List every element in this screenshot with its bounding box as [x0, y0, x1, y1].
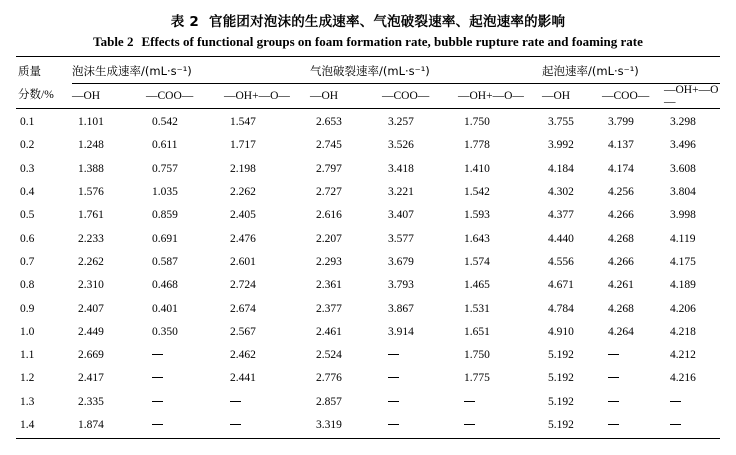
table-cell-value: 5.192 [548, 395, 574, 408]
table-cell-empty [146, 413, 224, 436]
table-cell-value: 1.248 [78, 139, 104, 152]
dash-icon [152, 377, 163, 378]
stub-header-line2: 分数/% [18, 88, 54, 101]
table-cell-value: 2.601 [230, 255, 256, 268]
table-cell-value: 5.192 [548, 372, 574, 385]
table-cell-value: 3.407 [388, 209, 414, 222]
table-row [16, 134, 720, 157]
table-cell-value: 2.233 [78, 232, 104, 245]
dash-icon [152, 424, 163, 425]
table-cell-value: 2.745 [316, 139, 342, 152]
table-row [16, 390, 720, 413]
table-row [16, 227, 720, 250]
table-cell-value: 3.804 [670, 186, 696, 199]
table-cell-empty [458, 413, 542, 436]
dash-icon [388, 401, 399, 402]
table-cell-value: 5.192 [548, 419, 574, 431]
table-cell-value: 3.998 [670, 209, 696, 222]
group-label-foaming-rate: 起泡速率 [542, 63, 588, 78]
table-cell-empty [458, 390, 542, 413]
table-cell-value: 1.035 [152, 186, 178, 199]
row-mass-fraction: 0.9 [20, 302, 35, 315]
table-cell-value: 4.264 [608, 325, 634, 338]
table-cell-value: 2.797 [316, 162, 342, 175]
data-table [16, 56, 720, 439]
table-cell-empty [382, 367, 458, 390]
table-cell-value: 3.257 [388, 116, 414, 129]
table-title-chinese [16, 10, 720, 30]
table-cell-empty [382, 390, 458, 413]
table-number-chinese: 表 2 [170, 14, 199, 30]
table-cell-value: 4.377 [548, 209, 574, 222]
table-cell-value: 4.302 [548, 186, 574, 199]
table-cell-empty [602, 413, 664, 436]
group-unit-foam-formation: /(mL·s⁻¹) [141, 63, 192, 78]
group-header-foam-formation [72, 59, 310, 83]
table-cell-value: 2.207 [316, 232, 342, 245]
table-caption-chinese: 官能团对泡沫的生成速率、气泡破裂速率、起泡速率的影响 [209, 14, 566, 30]
dash-icon [608, 354, 619, 355]
row-mass-fraction: 1.0 [20, 325, 35, 338]
table-cell-value: 2.293 [316, 255, 342, 268]
table-cell-value: 3.793 [388, 279, 414, 292]
table-cell-value: 2.461 [316, 325, 342, 338]
table-cell-value: 2.524 [316, 349, 342, 362]
table-caption-english: Effects of functional groups on foam formation rate, bubble rupture rate and foaming rate [141, 34, 643, 49]
table-cell-value: 1.388 [78, 162, 104, 175]
table-cell-empty [602, 343, 664, 366]
table-cell-empty [602, 390, 664, 413]
table-cell-value: 3.496 [670, 139, 696, 152]
row-mass-fraction: 0.6 [20, 232, 35, 245]
table-cell-value: 0.542 [152, 116, 178, 129]
table-cell-empty [146, 343, 224, 366]
subheader-col-3: —OH+—O— [224, 89, 290, 102]
dash-icon [670, 424, 681, 425]
subheader-col-7: —OH [542, 89, 571, 102]
table-row [16, 204, 720, 227]
table-cell-value: 0.691 [152, 232, 178, 245]
table-cell-value: 2.310 [78, 279, 104, 292]
table-cell-value: 3.867 [388, 302, 414, 315]
table-cell-value: 1.651 [464, 325, 490, 338]
table-cell-value: 4.556 [548, 255, 574, 268]
table-cell-value: 2.417 [78, 372, 104, 385]
table-cell-value: 2.441 [230, 372, 256, 385]
group-label-foam-formation: 泡沫生成速率 [72, 63, 141, 78]
table-cell-value: 2.616 [316, 209, 342, 222]
table-cell-value: 1.531 [464, 302, 490, 315]
row-mass-fraction: 0.7 [20, 255, 35, 268]
table-cell-value: 1.593 [464, 209, 490, 222]
table-cell-empty [146, 367, 224, 390]
table-cell-value: 4.910 [548, 325, 574, 338]
dash-icon [388, 354, 399, 355]
table-cell-value: 4.266 [608, 209, 634, 222]
table-title-english [16, 34, 720, 50]
table-cell-value: 3.577 [388, 232, 414, 245]
table-cell-value: 2.724 [230, 279, 256, 292]
table-cell-value: 1.576 [78, 186, 104, 199]
table-row [16, 111, 720, 134]
group-header-bubble-rupture [310, 59, 542, 83]
table-cell-value: 3.608 [670, 162, 696, 175]
table-cell-value: 3.298 [670, 116, 696, 129]
row-mass-fraction: 0.4 [20, 186, 35, 199]
table-cell-value: 1.101 [78, 116, 104, 129]
table-cell-value: 1.717 [230, 139, 256, 152]
dash-icon [388, 377, 399, 378]
table-cell-value: 2.262 [230, 186, 256, 199]
table-cell-value: 0.468 [152, 279, 178, 292]
row-mass-fraction: 0.2 [20, 139, 35, 152]
table-row [16, 250, 720, 273]
row-mass-fraction: 1.4 [20, 419, 35, 431]
table-row [16, 367, 720, 390]
table-cell-value: 3.319 [316, 419, 342, 431]
table-cell-empty [224, 413, 310, 436]
table-cell-value: 2.476 [230, 232, 256, 245]
table-cell-value: 4.218 [670, 325, 696, 338]
table-cell-value: 3.679 [388, 255, 414, 268]
table-cell-empty [602, 367, 664, 390]
table-row [16, 297, 720, 320]
table-cell-value: 0.859 [152, 209, 178, 222]
table-cell-value: 3.992 [548, 139, 574, 152]
table-cell-value: 0.611 [152, 139, 178, 152]
table-cell-value: 4.137 [608, 139, 634, 152]
table-cell-value: 2.669 [78, 349, 104, 362]
table-cell-value: 0.350 [152, 325, 178, 338]
table-cell-value: 4.175 [670, 255, 696, 268]
table-cell-value: 2.198 [230, 162, 256, 175]
dash-icon [152, 354, 163, 355]
table-cell-value: 4.174 [608, 162, 634, 175]
table-cell-value: 4.256 [608, 186, 634, 199]
table-cell-value: 4.216 [670, 372, 696, 385]
table-cell-value: 1.750 [464, 116, 490, 129]
table-cell-value: 4.784 [548, 302, 574, 315]
header-row-groups [16, 59, 720, 83]
table-cell-value: 2.857 [316, 395, 342, 408]
subheader-col-6: —OH+—O— [458, 89, 524, 102]
table-row [16, 274, 720, 297]
dash-icon [464, 401, 475, 402]
table-cell-value: 3.418 [388, 162, 414, 175]
table-cell-value: 2.462 [230, 349, 256, 362]
table-number-english: Table 2 [93, 34, 134, 49]
table-cell-value: 1.775 [464, 372, 490, 385]
table-cell-value: 5.192 [548, 349, 574, 362]
table-cell-value: 1.874 [78, 419, 104, 431]
table-cell-value: 1.542 [464, 186, 490, 199]
table-cell-value: 1.643 [464, 232, 490, 245]
stub-header-line1: 质量 [18, 64, 41, 79]
table-cell-value: 2.674 [230, 302, 256, 315]
table-cell-value: 2.377 [316, 302, 342, 315]
group-label-bubble-rupture: 气泡破裂速率 [310, 63, 379, 78]
row-mass-fraction: 0.1 [20, 116, 35, 129]
table-cell-value: 4.268 [608, 232, 634, 245]
table-cell-value: 3.914 [388, 325, 414, 338]
table-cell-value: 2.727 [316, 186, 342, 199]
table-cell-value: 2.262 [78, 255, 104, 268]
table-cell-value: 1.465 [464, 279, 490, 292]
row-mass-fraction: 0.3 [20, 162, 35, 175]
table-cell-value: 3.755 [548, 116, 574, 129]
row-mass-fraction: 1.2 [20, 372, 35, 385]
dash-icon [608, 377, 619, 378]
table-row [16, 413, 720, 436]
table-row [16, 343, 720, 366]
table-cell-value: 2.449 [78, 325, 104, 338]
table-cell-empty [146, 390, 224, 413]
table-cell-value: 1.410 [464, 162, 490, 175]
table-cell-value: 2.405 [230, 209, 256, 222]
table-cell-value: 3.526 [388, 139, 414, 152]
table-cell-value: 3.799 [608, 116, 634, 129]
table-row [16, 157, 720, 180]
group-unit-bubble-rupture: /(mL·s⁻¹) [379, 63, 430, 78]
subheader-col-2: —COO— [146, 89, 194, 102]
table-cell-value: 1.778 [464, 139, 490, 152]
header-row-subcolumns [16, 83, 720, 108]
table-cell-value: 4.440 [548, 232, 574, 245]
table-cell-value: 2.776 [316, 372, 342, 385]
subheader-col-4: —OH [310, 89, 339, 102]
row-mass-fraction: 1.1 [20, 349, 35, 362]
table-cell-value: 4.189 [670, 279, 696, 292]
table-cell-value: 1.761 [78, 209, 104, 222]
subheader-col-9: —OH+—O— [664, 83, 719, 108]
dash-icon [464, 424, 475, 425]
dash-icon [670, 401, 681, 402]
table-cell-value: 2.653 [316, 116, 342, 129]
table-cell-value: 0.757 [152, 162, 178, 175]
table-cell-value: 4.184 [548, 162, 574, 175]
table-cell-value: 2.407 [78, 302, 104, 315]
table-body [16, 111, 720, 437]
table-cell-value: 4.212 [670, 349, 696, 362]
table-cell-empty [664, 390, 720, 413]
subheader-col-5: —COO— [382, 89, 430, 102]
row-mass-fraction: 1.3 [20, 395, 35, 408]
table-cell-value: 1.750 [464, 349, 490, 362]
dash-icon [608, 401, 619, 402]
table-cell-value: 0.401 [152, 302, 178, 315]
rule-bottom [16, 439, 720, 440]
group-header-foaming-rate [542, 59, 720, 83]
table-cell-value: 1.574 [464, 255, 490, 268]
row-mass-fraction: 0.5 [20, 209, 35, 222]
table-cell-value: 3.221 [388, 186, 414, 199]
table-cell-value: 2.567 [230, 325, 256, 338]
table-cell-value: 2.361 [316, 279, 342, 292]
subheader-col-8: —COO— [602, 89, 650, 102]
table-row [16, 320, 720, 343]
table-cell-value: 1.547 [230, 116, 256, 129]
row-mass-fraction: 0.8 [20, 279, 35, 292]
dash-icon [152, 401, 163, 402]
table-cell-empty [382, 343, 458, 366]
table-row [16, 180, 720, 203]
table-cell-value: 4.206 [670, 302, 696, 315]
table-cell-value: 0.587 [152, 255, 178, 268]
table-cell-value: 4.266 [608, 255, 634, 268]
group-unit-foaming-rate: /(mL·s⁻¹) [588, 63, 639, 78]
table-cell-value: 4.268 [608, 302, 634, 315]
subheader-col-1: —OH [72, 89, 101, 102]
dash-icon [608, 424, 619, 425]
dash-icon [388, 424, 399, 425]
dash-icon [230, 401, 241, 402]
table-cell-value: 4.119 [670, 232, 696, 245]
table-cell-empty [224, 390, 310, 413]
table-cell-empty [664, 413, 720, 436]
table-cell-empty [382, 413, 458, 436]
dash-icon [230, 424, 241, 425]
table-cell-value: 2.335 [78, 395, 104, 408]
table-cell-value: 4.261 [608, 279, 634, 292]
table-cell-value: 4.671 [548, 279, 574, 292]
